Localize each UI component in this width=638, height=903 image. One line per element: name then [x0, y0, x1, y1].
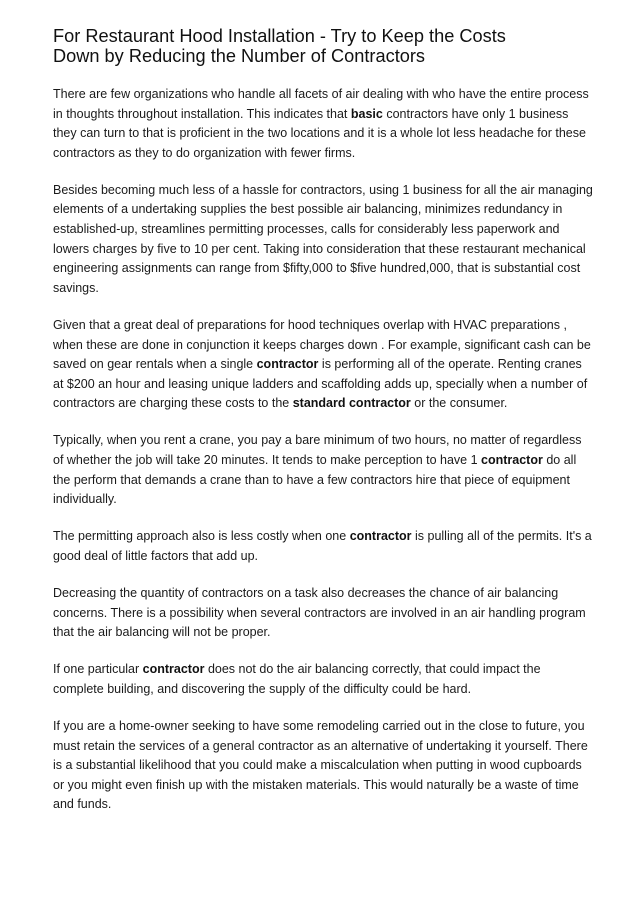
title-line-1: For Restaurant Hood Installation - Try to Keep the Costs [53, 26, 506, 46]
paragraph-8 [53, 717, 593, 815]
bold-run: contractor [256, 357, 319, 372]
text-run: There are few organizations who handle all facets of air dealing with who have the entire process in thoughts throughout installation. This indicates that [53, 87, 589, 121]
text-run: If one particular [53, 662, 143, 677]
text-run: Besides becoming much less of a hassle for contractors, using 1 business for all the air managing elements of a undertaking supplies the best possible air balancing, minimizes redundancy in established-up, streamlines permitting processes, calls for considerably less paperwork and lowers charges by five to 10 per cent. Taking into consideration that these restaurant mechanical engineering assignments can range from $fifty,000 to $five hundred,000, that is substantial cost savings. [53, 182, 593, 295]
text-run: does not do the air balancing correctly, that could impact the complete building, and discovering the supply of the difficulty could be hard. [53, 662, 541, 696]
text-run: Given that a great deal of preparations for hood techniques overlap with HVAC preparations , when these are done in conjunction it keeps charges down . For example, significant cash can be saved on gear rentals when a single [53, 317, 591, 372]
paragraph-5 [53, 527, 593, 566]
paragraph-1 [53, 85, 593, 163]
paragraph-7 [53, 660, 593, 699]
paragraph-6 [53, 584, 593, 643]
text-run: do all the perform that demands a crane than to have a few contractors hire that piece of equipment individually. [53, 453, 577, 507]
bold-run: contractor [142, 662, 205, 677]
bold-run: contractor [349, 529, 412, 544]
text-run: Decreasing the quantity of contractors on a task also decreases the chance of air balancing concerns. There is a possibility when several contractors are involved in an air handling program that the air balancing will not be proper. [53, 585, 586, 640]
text-run: contractors have only 1 business they can turn to that is proficient in the two locations and it is a whole lot less headache for these contractors as they to do organization with fewer firms. [53, 106, 586, 160]
paragraph-4 [53, 431, 593, 509]
bold-run: standard contractor [292, 396, 411, 411]
bold-run: basic [350, 106, 383, 121]
text-run: If you are a home-owner seeking to have some remodeling carried out in the close to future, you must retain the services of a general contractor as an alternative of undertaking it yourself. There is a substantial likelihood that you could make a miscalculation when putting in wood cupboards or you might even finish up with the mistaken materials. This would naturally be a waste of time and funds. [53, 718, 588, 812]
document-title [53, 26, 593, 66]
text-run: is performing all of the operate. Renting cranes at $200 an hour and leasing unique ladders and scaffolding adds up, specially when a number of contractors are charging these costs to the [53, 357, 588, 411]
text-run: The permitting approach also is less costly when one [53, 529, 350, 544]
title-line-2: Down by Reducing the Number of Contractors [53, 46, 426, 66]
paragraph-2 [53, 181, 593, 299]
text-run: Typically, when you rent a crane, you pay a bare minimum of two hours, no matter of regardless of whether the job will take 20 minutes. It tends to make perception to have 1 [53, 433, 582, 467]
paragraph-3 [53, 316, 593, 414]
bold-run: contractor [481, 453, 543, 467]
text-run: or the consumer. [410, 396, 508, 411]
text-run: is pulling all of the permits. It's a good deal of little factors that add up. [53, 529, 592, 563]
document-page [53, 26, 593, 832]
